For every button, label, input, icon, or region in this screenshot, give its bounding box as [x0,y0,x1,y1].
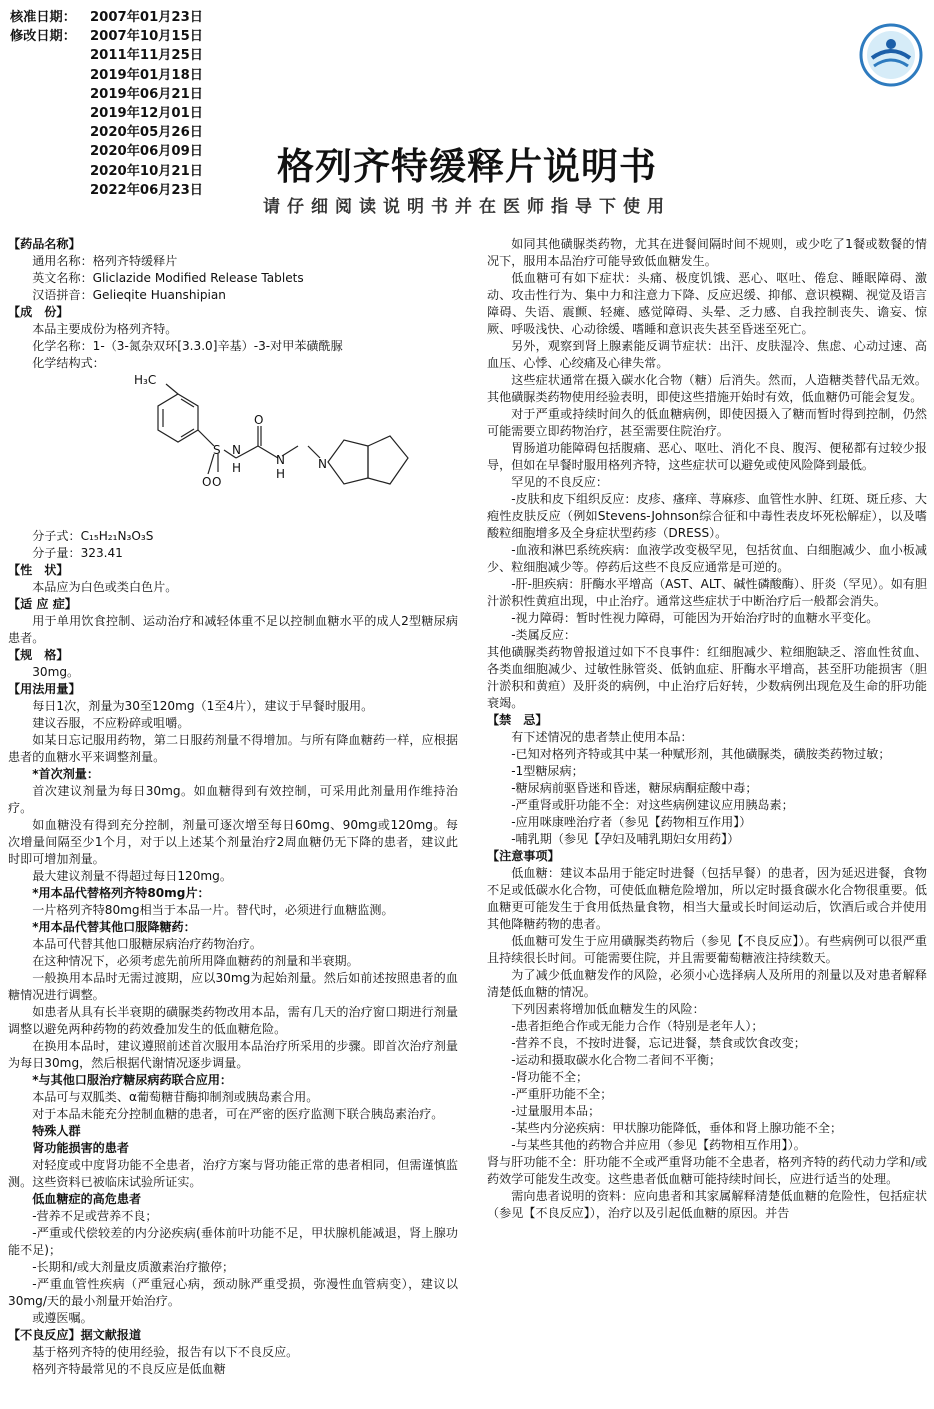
paragraph: 汉语拼音：Gelieqite Huanshipian [32,288,226,302]
paragraph: *用本品代替格列齐特80mg片： [32,886,210,900]
paragraph: -应用咪康唑治疗者（参见【药物相互作用】） [511,815,752,829]
document-title: 格列齐特缓释片说明书 [277,145,657,188]
paragraph: -糖尿病前驱昏迷和昏迷，糖尿病酮症酸中毒； [511,781,758,795]
paragraph: 本品应为白色或类白色片。 [32,580,178,594]
paragraph: -严重肝功能不全； [511,1087,613,1101]
paragraph: -严重血管性疾病（严重冠心病，颈动脉严重受损，弥漫性血管病变），建议以30mg/天的最小剂量开始治疗。 [8,1277,458,1308]
paragraph: 肾与肝功能不全：肝功能不全或严重肾功能不全患者，格列齐特的药代动力学和/或药效学可能发生改变。这些患者低血糖可能持续时间长，应进行适当的处理。 [487,1155,927,1186]
paragraph: 英文名称：Gliclazide Modified Release Tablets [32,271,304,285]
chemical-structure [118,374,438,524]
paragraph: *与其他口服治疗糖尿病药联合应用： [32,1073,233,1087]
paragraph: 用于单用饮食控制、运动治疗和减轻体重不足以控制血糖水平的成人2型糖尿病患者。 [8,614,458,645]
paragraph: 一片格列齐特80mg相当于本品一片。替代时，必须进行血糖监测。 [32,903,394,917]
paragraph: 分子量：323.41 [32,546,123,560]
paragraph: 化学结构式： [32,356,105,370]
paragraph: 有下述情况的患者禁止使用本品： [511,730,693,744]
chemical-structure-figure [8,372,458,528]
date-value: 2019年01月18日 [90,67,203,83]
paragraph: 化学名称：1-（3-氮杂双环[3.3.0]辛基）-3-对甲苯磺酰脲 [32,339,343,353]
paragraph: 基于格列齐特的使用经验，报告有以下不良反应。 [32,1345,299,1359]
paragraph: 特殊人群 [32,1124,81,1138]
paragraph: 低血糖症的高危患者 [32,1192,142,1206]
paragraph: 最大建议剂量不得超过每日120mg。 [32,869,232,883]
paragraph: -哺乳期（参见【孕妇及哺乳期妇女用药】） [511,832,740,846]
right-column [487,236,927,1222]
paragraph: 低血糖可有如下症状：头痛、极度饥饿、恶心、呕吐、倦怠、睡眠障碍、激动、攻击性行为、集中力和注意力下降、反应迟缓、抑郁、意识模糊、视觉及语言障碍、失语、震颤、轻瘫、感觉障碍、头晕、乏力感、自我控制丧失、谵妄、惊厥、呼吸浅快、心动徐缓、嗜睡和意识丧失甚至昏迷至死亡。 [487,271,927,336]
paragraph: -运动和摄取碳水化合物二者间不平衡； [511,1053,722,1067]
paragraph: 如同其他磺脲类药物，尤其在进餐间隔时间不规则，或少吃了1餐或数餐的情况下，服用本品治疗可能导致低血糖发生。 [487,237,927,268]
paragraph: 对于本品未能充分控制血糖的患者，可在严密的医疗监测下联合胰岛素治疗。 [32,1107,444,1121]
paragraph: -与某些其他的药物合并应用（参见【药物相互作用】）。 [511,1138,806,1152]
date-row [10,8,203,27]
paragraph: 本品可与双胍类、α葡萄糖苷酶抑制剂或胰岛素合用。 [32,1090,319,1104]
paragraph: 在这种情况下，必须考虑先前所用降血糖药的剂量和半衰期。 [32,954,359,968]
section-heading: 【成 份】 [8,305,69,319]
section-heading: 【禁 忌】 [487,713,548,727]
paragraph: 这些症状通常在摄入碳水化合物（糖）后消失。然而，人造糖类替代品无效。其他磺脲类药物使用经验表明，即使这些措施开始时有效，低血糖仍可能会复发。 [487,373,927,404]
date-row [10,46,203,65]
paragraph: 本品主要成份为格列齐特。 [32,322,178,336]
paragraph: 每日1次，剂量为30至120mg（1至4片），建议于早餐时服用。 [32,699,374,713]
paragraph: *首次剂量： [32,767,99,781]
paragraph: -类属反应： [511,628,577,642]
section-heading: 【注意事项】 [487,849,560,863]
date-row [10,27,203,46]
paragraph: 低血糖可发生于应用磺脲类药物后（参见【不良反应】）。有些病例可以很严重且持续很长时间。可能需要住院，并且需要葡萄糖液注持续数天。 [487,934,927,965]
paragraph: -视力障碍：暂时性视力障碍，可能因为开始治疗时的血糖水平变化。 [511,611,879,625]
paragraph: -皮肤和皮下组织反应：皮疹、瘙痒、荨麻疹、血管性水肿、红斑、斑丘疹、大疱性皮肤反应（例如Stevens-Johnson综合征和中毒性表皮坏死松解症），以及嗜酸粒细胞增多及全身症状型药疹（DRESS）。 [487,492,927,540]
paragraph: 一般换用本品时无需过渡期，应以30mg为起始剂量。然后如前述按照患者的血糖情况进行调整。 [8,971,458,1002]
paragraph: 罕见的不良反应： [511,475,608,489]
date-label: 修改日期： [10,29,76,45]
paragraph: -过量服用本品； [511,1104,601,1118]
paragraph: -1型糖尿病； [511,764,584,778]
paragraph: 胃肠道功能障碍包括腹痛、恶心、呕吐、消化不良、腹泻、便秘都有过较少报导，但如在早餐时服用格列齐特，这些症状可以避免或使风险降到最低。 [487,441,927,472]
paragraph: 为了减少低血糖发作的风险，必须小心选择病人及所用的剂量以及对患者解释清楚低血糖的情况。 [487,968,927,999]
date-label [10,85,90,104]
paragraph: 分子式：C₁₅H₂₁N₃O₃S [32,529,154,543]
date-value: 2007年01月23日 [90,10,203,25]
paragraph: 肾功能损害的患者 [32,1141,129,1155]
chem-label: O [212,475,222,489]
date-value: 2011年11月25日 [90,48,203,64]
paragraph: 格列齐特最常见的不良反应是低血糖 [32,1362,226,1376]
paragraph: 低血糖：建议本品用于能定时进餐（包括早餐）的患者，因为延迟进餐，食物不足或低碳水化合物，可使低血糖危险增加，所以定时摄食碳水化合物很重要。低血糖更可能发生于食用低热量食物，相当大量或长时间运动后，饮酒后或合并使用其他降糖药物的患者。 [487,866,927,931]
date-value: 2007年10月15日 [90,29,203,45]
section-heading: 【药品名称】 [8,237,81,251]
paragraph: -肝-胆疾病：肝酶水平增高（AST、ALT、碱性磷酸酶）、肝炎（罕见）。如有胆汁淤积性黄疸出现，中止治疗。通常这些症状于中断治疗后一般都会消失。 [487,577,927,608]
left-column [8,236,458,1378]
paragraph: 30mg。 [32,665,80,679]
date-row [10,104,203,123]
paragraph: 在换用本品时，建议遵照前述首次服用本品治疗所采用的步骤。即首次治疗剂量为每日30mg，然后根据代谢情况逐步调量。 [8,1039,458,1070]
section-heading: 【不良反应】据文献报道 [8,1328,142,1342]
date-label [10,104,90,123]
paragraph: 需向患者说明的资料：应向患者和其家属解释清楚低血糖的危险性，包括症状（参见【不良反应】），治疗以及引起低血糖的原因。并告 [487,1189,927,1220]
paragraph: 如患者从具有长半衰期的磺脲类药物改用本品，需有几天的治疗窗口期进行剂量调整以避免两种药物的药效叠加发生的低血糖危险。 [8,1005,458,1036]
section-heading: 【用法用量】 [8,682,81,696]
chem-label: H [276,467,286,481]
chem-label: H [232,461,242,475]
date-row [10,85,203,104]
date-row [10,66,203,85]
paragraph: 其他磺脲类药物曾报道过如下不良事件：红细胞减少、粒细胞缺乏、溶血性贫血、各类血细胞减少、过敏性脉管炎、低钠血症、肝酶水平增高，甚至肝功能损害（胆汁淤积和黄疸）及肝炎的病例，中止治疗后好转，少数病例出现危及生命的肝功能衰竭。 [487,645,927,710]
date-label [10,66,90,85]
chem-label: N [232,443,241,457]
section-heading: 【性 状】 [8,563,69,577]
chem-label: N [318,457,327,471]
paragraph: -严重肾或肝功能不全：对这些病例建议应用胰岛素； [511,798,794,812]
chem-label: H₃C [134,374,157,387]
paragraph: 对轻度或中度肾功能不全患者，治疗方案与肾功能正常的患者相同，但需谨慎监测。这些资料已被临床试验所证实。 [8,1158,458,1189]
paragraph: -患者拒绝合作或无能力合作（特别是老年人）； [511,1019,764,1033]
paragraph: 本品可代替其他口服糖尿病治疗药物治疗。 [32,937,262,951]
paragraph: 另外，观察到肾上腺素能反调节症状：出汗、皮肤湿冷、焦虑、心动过速、高血压、心悸、心绞痛及心律失常。 [487,339,927,370]
paragraph: -严重或代偿较差的内分泌疾病(垂体前叶功能不足，甲状腺机能减退，肾上腺功能不足)； [8,1226,458,1257]
document-subtitle: 请仔细阅读说明书并在医师指导下使用 [263,197,671,217]
paragraph: -长期和/或大剂量皮质激素治疗撤停； [32,1260,235,1274]
paragraph: 下列因素将增加低血糖发生的风险： [511,1002,705,1016]
paragraph: 如血糖没有得到充分控制，剂量可逐次增至每日60mg、90mg或120mg。每次增量间隔至少1个月，对于以上述某个剂量治疗2周血糖仍无下降的患者，建议此时即可增加剂量。 [8,818,458,866]
date-value: 2020年10月21日 [90,163,203,179]
paragraph: -营养不足或营养不良； [32,1209,158,1223]
paragraph: -血液和淋巴系统疾病：血液学改变极罕见，包括贫血、白细胞减少、血小板减少、粒细胞减少等。停药后这些不良反应通常是可逆的。 [487,543,927,574]
paragraph: -某些内分泌疾病：甲状腺功能降低，垂体和肾上腺功能不全； [511,1121,843,1135]
chem-label: N [276,453,285,467]
date-value: 2019年06月21日 [90,86,203,102]
paragraph: -已知对格列齐特或其中某一种赋形剂，其他磺脲类，磺胺类药物过敏； [511,747,891,761]
date-value: 2020年05月26日 [90,125,203,141]
date-value: 2019年12月01日 [90,106,203,122]
chem-label: S [213,443,221,457]
section-heading: 【规 格】 [8,648,69,662]
paragraph: 对于严重或持续时间久的低血糖病例，即使因摄入了糖而暂时得到控制，仍然可能需要立即药物治疗，甚至需要住院治疗。 [487,407,927,438]
paragraph: 如某日忘记服用药物，第二日服药剂量不得增加。与所有降血糖药一样，应根据患者的血糖水平来调整剂量。 [8,733,458,764]
paragraph: 首次建议剂量为每日30mg。如血糖得到有效控制，可采用此剂量用作维持治疗。 [8,784,458,815]
section-heading: 【适 应 症】 [8,597,77,611]
paragraph: 通用名称：格列齐特缓释片 [32,254,178,268]
date-label [10,46,90,65]
company-logo [858,22,924,88]
paragraph: -营养不良，不按时进餐，忘记进餐，禁食或饮食改变； [511,1036,806,1050]
paragraph: *用本品代替其他口服降糖药： [32,920,196,934]
paragraph: 或遵医嘱。 [32,1311,93,1325]
date-value: 2022年06月23日 [90,182,203,198]
chem-label: O [202,475,212,489]
date-value: 2020年06月09日 [90,144,203,160]
paragraph: -肾功能不全； [511,1070,589,1084]
date-label: 核准日期： [10,10,76,25]
paragraph: 建议吞服，不应粉碎或咀嚼。 [32,716,190,730]
chem-label: O [254,413,264,427]
